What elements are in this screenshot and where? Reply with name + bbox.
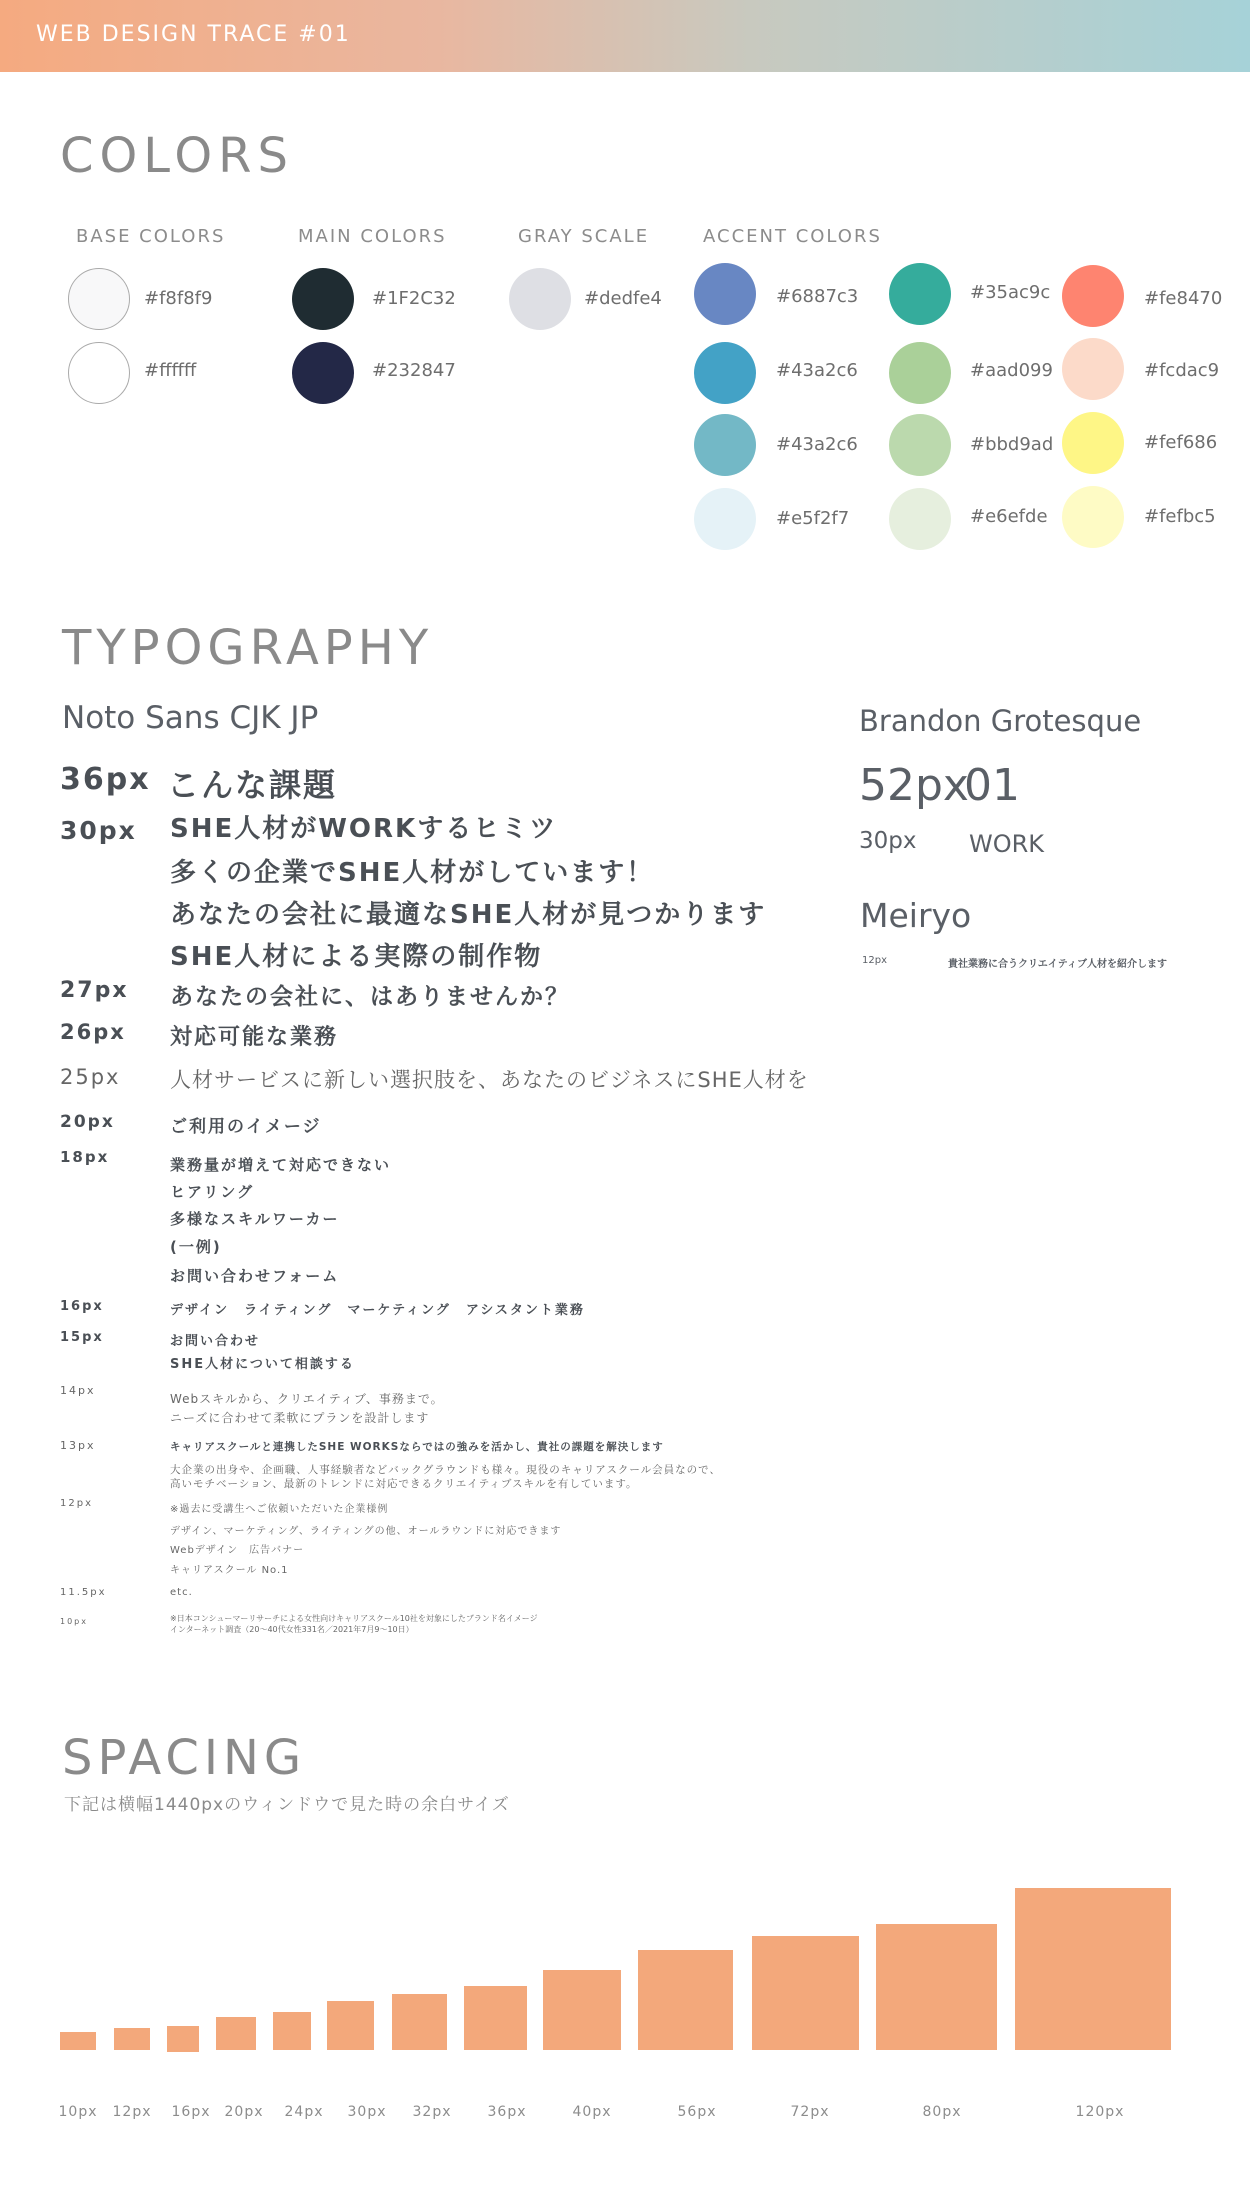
swatch-gray-1 — [509, 268, 571, 330]
swatch-accent — [694, 342, 756, 404]
sample-text: 多くの企業でSHE人材がしています！ — [170, 858, 655, 888]
sample-text: お問い合わせフォーム — [170, 1267, 340, 1285]
size-label: 16px — [60, 1299, 104, 1314]
sample-text: 業務量が増えて対応できない — [170, 1156, 392, 1174]
sample-text: SHE人材がWORKするヒミツ — [170, 814, 558, 844]
font-name-meiryo: Meiryo — [860, 896, 972, 935]
hex-label: #35ac9c — [970, 282, 1051, 303]
size-label: 30px — [60, 816, 137, 845]
hex-label: #e6efde — [970, 506, 1048, 527]
spacing-bar-80 — [876, 1924, 997, 2050]
swatch-accent — [1062, 265, 1124, 327]
hex-label: #43a2c6 — [776, 360, 858, 381]
sample-text: ※過去に受講生へご依頼いただいた企業様例 — [170, 1504, 389, 1515]
swatch-accent — [889, 488, 951, 550]
spacing-bar-16 — [167, 2026, 199, 2052]
size-label: 52px — [859, 760, 969, 811]
main-colors-label: MAIN COLORS — [298, 226, 447, 247]
spacing-label: 32px — [412, 2104, 452, 2120]
swatch-accent — [1062, 338, 1124, 400]
font-name-noto: Noto Sans CJK JP — [62, 700, 319, 736]
sample-text: Webデザイン 広告バナー — [170, 1545, 305, 1556]
sample-text: 01 — [964, 760, 1020, 811]
spacing-label: 120px — [1075, 2104, 1125, 2120]
spacing-label: 16px — [171, 2104, 211, 2120]
hex-label: #232847 — [372, 360, 456, 381]
spacing-subtitle: 下記は横幅1440pxのウィンドウで見た時の余白サイズ — [64, 1795, 510, 1815]
font-name-brandon: Brandon Grotesque — [859, 704, 1142, 738]
sample-text: あなたの会社に、はありませんか？ — [170, 984, 570, 1010]
swatch-accent — [694, 263, 756, 325]
sample-text: ご利用のイメージ — [170, 1117, 322, 1137]
spacing-label: 10px — [58, 2104, 98, 2120]
swatch-accent — [889, 263, 951, 325]
swatch-main-1 — [292, 268, 354, 330]
size-label: 25px — [60, 1065, 121, 1089]
gray-scale-label: GRAY SCALE — [518, 226, 650, 247]
sample-text: ※日本コンシューマーリサーチによる女性向けキャリアスクール10社を対象にしたブランド名イメージ — [170, 1614, 538, 1623]
hex-label: #fefbc5 — [1144, 506, 1216, 527]
swatch-main-2 — [292, 342, 354, 404]
sample-text: ヒアリング — [170, 1183, 255, 1201]
hex-label: #fcdac9 — [1144, 360, 1220, 381]
spacing-label: 20px — [224, 2104, 264, 2120]
spacing-bar-32 — [392, 1994, 447, 2050]
sample-text: デザイン、マーケティング、ライティングの他、オールラウンドに対応できます — [170, 1526, 562, 1537]
typography-heading: TYPOGRAPHY — [62, 620, 434, 676]
hex-label: #bbd9ad — [970, 434, 1054, 455]
base-colors-label: BASE COLORS — [76, 226, 226, 247]
spacing-label: 36px — [487, 2104, 527, 2120]
hex-label: #6887c3 — [776, 286, 859, 307]
swatch-accent — [1062, 486, 1124, 548]
spacing-bar-24 — [273, 2012, 311, 2050]
spacing-label: 24px — [284, 2104, 324, 2120]
size-label: 14px — [60, 1384, 96, 1397]
accent-colors-label: ACCENT COLORS — [703, 226, 882, 247]
sample-text: キャリアスクール No.1 — [170, 1565, 289, 1576]
spacing-label: 56px — [677, 2104, 717, 2120]
sample-text: Webスキルから、クリエイティブ、事務まで。 — [170, 1392, 444, 1406]
sample-text: あなたの会社に最適なSHE人材が見つかります — [170, 900, 767, 930]
spacing-bar-36 — [464, 1986, 527, 2050]
hex-label: #aad099 — [970, 360, 1053, 381]
sample-text: 多様なスキルワーカー — [170, 1210, 340, 1228]
sample-text: インターネット調査（20〜40代女性331名／2021年7月9〜10日） — [170, 1625, 414, 1634]
spacing-bar-120 — [1015, 1888, 1171, 2050]
spacing-heading: SPACING — [62, 1730, 307, 1786]
sample-text: キャリアスクールと連携したSHE WORKSならではの強みを活かし、貴社の課題を解決します — [170, 1441, 664, 1453]
spacing-label: 72px — [790, 2104, 830, 2120]
sample-text: 貴社業務に合うクリエイティブ人材を紹介します — [948, 959, 1167, 970]
size-label: 26px — [60, 1020, 126, 1044]
sample-text: 対応可能な業務 — [170, 1025, 339, 1050]
swatch-accent — [694, 488, 756, 550]
sample-text: 大企業の出身や、企画職、人事経験者などバックグラウンドも様々。現役のキャリアスクール会員なので、 — [170, 1464, 721, 1476]
sample-text: こんな課題 — [167, 766, 338, 804]
size-label: 30px — [859, 828, 917, 854]
sample-text: 高いモチベーション、最新のトレンドに対応できるクリエイティブスキルを有しています。 — [170, 1478, 638, 1490]
size-label: 11.5px — [60, 1587, 107, 1598]
size-label: 13px — [60, 1439, 96, 1452]
sample-text: WORK — [969, 830, 1045, 858]
sample-text: お問い合わせ — [170, 1334, 261, 1349]
sample-text: 人材サービスに新しい選択肢を、あなたのビジネスにSHE人材を — [170, 1068, 809, 1092]
spacing-bar-56 — [638, 1950, 733, 2050]
size-label: 15px — [60, 1330, 104, 1345]
size-label: 20px — [60, 1112, 115, 1132]
spacing-bar-40 — [543, 1970, 621, 2050]
sample-text: ニーズに合わせて柔軟にプランを設計します — [170, 1411, 430, 1425]
size-label: 18px — [60, 1148, 110, 1166]
spacing-label: 40px — [572, 2104, 612, 2120]
spacing-label: 12px — [112, 2104, 152, 2120]
hex-label: #fe8470 — [1144, 288, 1223, 309]
spacing-bar-12 — [114, 2028, 150, 2050]
spacing-bar-10 — [60, 2032, 96, 2050]
swatch-accent — [694, 414, 756, 476]
page-title: WEB DESIGN TRACE #01 — [36, 22, 351, 47]
hex-label: #dedfe4 — [584, 288, 662, 309]
spacing-bar-20 — [216, 2017, 256, 2050]
sample-text: デザイン ライティング マーケティング アシスタント業務 — [170, 1303, 585, 1318]
hex-label: #1F2C32 — [372, 288, 456, 309]
sample-text: etc. — [170, 1587, 193, 1598]
swatch-accent — [889, 414, 951, 476]
spacing-label: 80px — [922, 2104, 962, 2120]
sample-text: (一例) — [170, 1238, 222, 1256]
swatch-accent — [1062, 412, 1124, 474]
size-label: 27px — [60, 978, 129, 1003]
spacing-bar-72 — [752, 1936, 859, 2050]
size-label: 36px — [60, 762, 151, 797]
swatch-base-1 — [68, 268, 130, 330]
size-label: 12px — [862, 955, 887, 966]
spacing-bar-30 — [327, 2001, 374, 2050]
swatch-accent — [889, 342, 951, 404]
size-label: 10px — [60, 1617, 88, 1626]
sample-text: SHE人材による実際の制作物 — [170, 942, 543, 972]
hex-label: #fef686 — [1144, 432, 1218, 453]
size-label: 12px — [60, 1498, 93, 1509]
swatch-base-2 — [68, 342, 130, 404]
spacing-label: 30px — [347, 2104, 387, 2120]
hex-label: #43a2c6 — [776, 434, 858, 455]
colors-heading: COLORS — [60, 128, 294, 184]
hex-label: #ffffff — [144, 360, 197, 381]
sample-text: SHE人材について相談する — [170, 1357, 355, 1372]
hex-label: #e5f2f7 — [776, 508, 850, 529]
hex-label: #f8f8f9 — [144, 288, 213, 309]
